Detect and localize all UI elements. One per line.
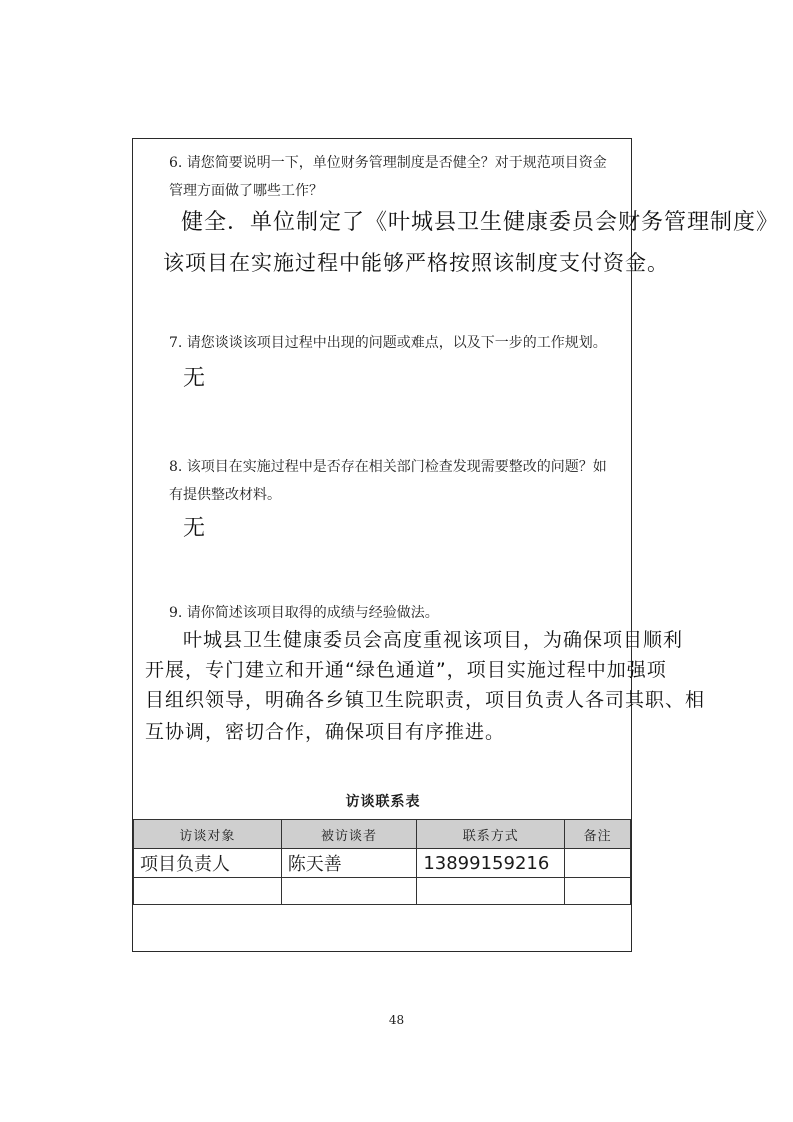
cell-empty xyxy=(134,878,282,905)
question-9: 9. 请你简述该项目取得的成绩与经验做法。 xyxy=(169,605,439,621)
interview-form xyxy=(132,138,780,952)
page-number: 48 xyxy=(388,1013,405,1027)
answer-9-line-1: 叶城县卫生健康委员会高度重视该项目，为确保项目顺利 xyxy=(183,629,684,651)
question-7: 7. 请您谈谈该项目过程中出现的问题或难点，以及下一步的工作规划。 xyxy=(169,335,607,351)
answer-8: 无 xyxy=(183,516,207,541)
header-contact: 联系方式 xyxy=(417,820,565,849)
contact-table-header-row xyxy=(134,820,631,849)
answer-6-line-2: 该项目在实施过程中能够严格按照该制度支付资金。 xyxy=(163,251,669,275)
answer-7: 无 xyxy=(183,366,207,391)
question-8: 8. 该项目在实施过程中是否存在相关部门检查发现需要整改的问题？如有提供整改材料。 xyxy=(169,459,607,503)
cell-empty xyxy=(281,878,417,905)
question-6: 6. 请您简要说明一下，单位财务管理制度是否健全？对于规范项目资金管理方面做了哪些工作？ xyxy=(169,155,607,199)
answer-9-line-2: 开展，专门建立和开通“绿色通道”，项目实施过程中加强项 xyxy=(145,659,667,681)
cell-role: 项目负责人 xyxy=(134,849,282,878)
header-interviewee-role: 访谈对象 xyxy=(134,820,282,849)
cell-empty xyxy=(417,878,565,905)
answer-6-line-1: 健全．单位制定了《叶城县卫生健康委员会财务管理制度》 xyxy=(181,210,780,235)
answer-9-line-4: 互协调，密切合作，确保项目有序推进。 xyxy=(145,721,506,743)
header-remarks: 备注 xyxy=(565,820,631,849)
cell-empty xyxy=(565,878,631,905)
answer-9-line-3: 目组织领导，明确各乡镇卫生院职责，项目负责人各司其职、相 xyxy=(145,689,706,711)
contact-table xyxy=(133,819,631,905)
cell-name: 陈天善 xyxy=(281,849,417,878)
table-row xyxy=(134,849,631,878)
header-interviewee: 被访谈者 xyxy=(281,820,417,849)
table-row xyxy=(134,878,631,905)
cell-phone: 13899159216 xyxy=(417,849,565,878)
contact-table-title: 访谈联系表 xyxy=(345,794,421,810)
cell-remarks xyxy=(565,849,631,878)
